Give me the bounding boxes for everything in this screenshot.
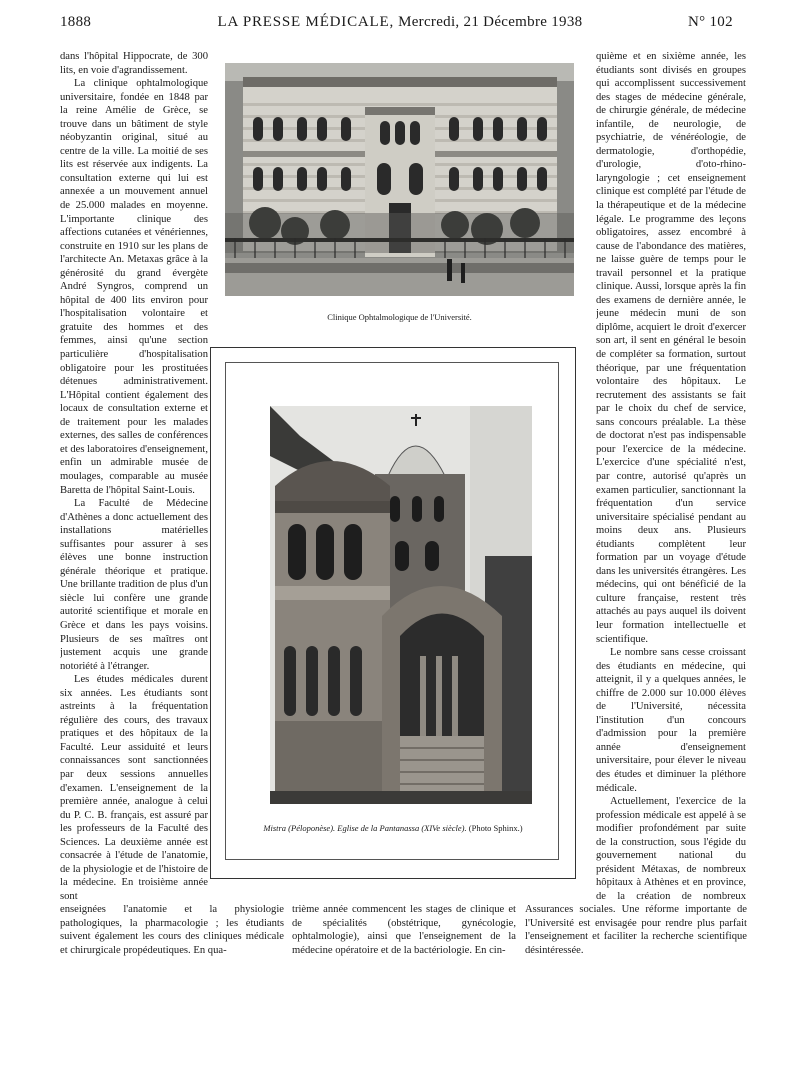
paragraph: Actuellement, l'exercice de la profession médicale est appelé à se modifier profondément par suite de la construction, sous l'égide du gouvernement national du président Métaxas, de nombreux hôpitaux à Athènes et en province, de la création de nombreux [596,796,746,902]
paragraph: dans l'hôpital Hippocrate, de 300 lits, en voie d'agrandissement. [60,51,208,76]
column-left [60,50,208,904]
journal-title: LA PRESSE MÉDICALE, [217,14,394,30]
page-number: 1888 [60,14,92,30]
paragraph: Les études médicales durent six années. Les étudiants sont astreints à la fréquentation régulière des cours, des travaux pratiques et des hôpitaux de la Faculté. Leur assiduité et leurs connaissances sont sanctionnées par deux sessions annuelles d'examen. L'enseignement de la première année, analogue à celui du P. C. B. français, est assuré par les professeurs de la Faculté des Sciences. La deuxième année est consacrée à l'étude de l'anatomie, de la physiologie et de l'histoire de la médecine. En troisième année sont [60,674,208,902]
issue-number: N° 102 [688,14,733,30]
paragraph: quième et en sixième année, les étudiants sont divisés en groupes qui accomplissent successivement des stages de médecine générale, de chirurgie générale, de médecine infantile, de neurologie, de psychiatrie, de vénéréologie, de dermatologie, d'orthopédie, d'urologie, d'oto-rhino-laryngologie ; cet enseignement clinique est complété par l'étude de la thérapeutique et de la médecine légale. Le programme des leçons obligatoires, assez encombré à cause de l'abondance des matières, ne laisse guère de temps pour le travail personnel et la pratique clinique. Aussi, lorsque après la fin des examens de dernière année, le jeune médecin muni de son diplôme, acquiert le droit d'exercer son art, il sent en général le besoin de compléter sa formation, surtout théorique, par une fréquentation volontaire des hôpitaux. Le recrutement des assistants se fait par le choix du chef de service, sans concours préalable. La thèse de doctorat n'est pas indispensable pour l'exercice de la médecine. L'exercice d'une spécialité n'est, par contre, autorisé qu'après un examen particulier, sanctionnant la fréquentation d'un service universitaire spécialisé pendant au moins deux ans. Plusieurs étudiants complètent leur formation par un voyage d'étude dans les universités étrangères. Les médecins, qui ont bénéficié de la culture française, restent très attachés au pays auquel ils doivent leur formation intellectuelle et scientifique. [596,51,746,645]
paragraph: trième année commencent les stages de clinique et de spécialités (obstétrique, gynécologie, ophtalmologie), ainsi que l'enseignement de la médecine opératoire et de la bactériologie. En cin- [292,904,516,956]
figure1-caption: Clinique Ophtalmologique de l'Université. [327,312,472,322]
figure2-caption-place: Mistra (Péloponèse). Eglise de la Pantanassa (XIVe siècle). [263,823,467,833]
clinic-building-photo [225,63,574,296]
bottom-right-text [525,903,747,959]
figure2-caption-credit: (Photo Sphinx.) [468,823,523,833]
running-header [0,14,800,31]
building-image [225,63,574,296]
column-right [596,50,746,903]
figure2-caption [240,823,546,833]
paragraph: Assurances sociales. Une réforme importante de l'Université est envisagée pour rendre plus parfait l'enseignement et faciliter la recherche scientifique désintéressée. [525,904,747,956]
church-photo [270,406,532,804]
paragraph: La clinique ophtalmologique universitaire, fondée en 1848 par la reine Amélie de Grèce, se trouve dans un bâtiment de style néobyzantin original, situé au centre de la ville. La moitié de ses lits est réservée aux indigents. La consultation externe qui lui est annexée a un mouvement annuel de 25.000 malades en moyenne. L'importante clinique des affections cutanées et vénériennes, construite en 1910 sur les plans de l'architecte An. Metaxas grâce à la générosité du grand évergète André Syngros, comprend un hôpital de 400 lits environ pour l'hospitalisation volontaire et gratuite des hommes et des femmes, ainsi qu'une section particulière d'hospitalisation obligatoire pour les prostituées détenues administrativement. L'Hôpital contient également des locaux de consultation externe et de traitement pour les malades externes, des salles de conférences et des laboratoires d'enseignement, enfin un admirable musée de moulages, comparable au musée Baretta de l'hôpital Saint-Louis. [60,78,208,496]
paragraph: enseignées l'anatomie et la physiologie pathologiques, la pharmacologie ; les étudiants suivent également les cours des cliniques médicale et chirurgicale propédeutiques. En qua- [60,904,284,956]
church-image [270,406,532,804]
bottom-middle-text [292,903,516,959]
bottom-left-text [60,903,284,959]
issue-date: Mercredi, 21 Décembre 1938 [398,14,583,30]
paragraph: Le nombre sans cesse croissant des étudiants en médecine, qui atteignit, il y a quelques années, le chiffre de 2.000 sur 10.000 élèves de l'Université, nécessita l'institution d'un concours d'admission pour la première année d'enseignement universitaire, pour élever le niveau des études et diminuer la pléthore médicale. [596,647,746,794]
paragraph: La Faculté de Médecine d'Athènes a donc actuellement des installations matérielles suffisantes pour assurer à ses élèves une bonne instruction générale théorique et pratique. Une brillante tradition de plus d'un siècle lui confère une grande autorité scientifique et morale en Grèce et dans les pays voisins. Plusieurs de ses maîtres ont justement acquis une grande notoriété à l'étranger. [60,498,208,672]
